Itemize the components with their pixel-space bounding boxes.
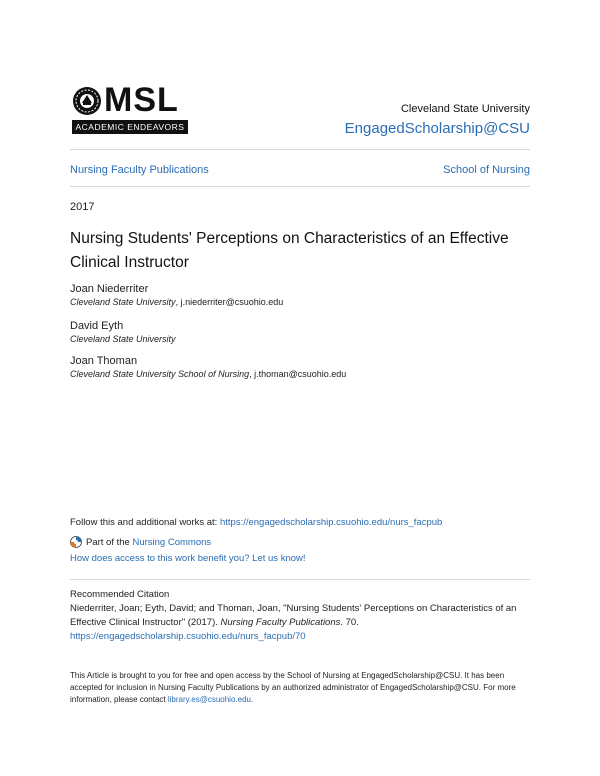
- part-of-line: Part of the Nursing Commons: [70, 536, 211, 548]
- author-affiliation: Cleveland State University: [70, 334, 176, 344]
- publication-year: 2017: [70, 201, 95, 213]
- logo-subtitle: ACADEMIC ENDEAVORS: [72, 120, 188, 134]
- follow-line: Follow this and additional works at: https://engagedscholarship.csuohio.edu/nurs_facpub: [70, 517, 443, 528]
- author-name: Joan Thoman: [70, 355, 138, 367]
- nursing-commons-link[interactable]: Nursing Commons: [132, 536, 212, 548]
- divider: [70, 579, 530, 580]
- divider: [70, 149, 530, 150]
- contact-email-link[interactable]: library.es@csuohio.edu: [167, 695, 251, 704]
- article-title: Nursing Students' Perceptions on Characteristics of an Effective Clinical Instructor: [70, 230, 509, 271]
- commons-icon: [70, 536, 82, 548]
- msl-logo: [72, 81, 190, 136]
- university-name: Cleveland State University: [400, 103, 530, 115]
- seal-icon: [72, 86, 102, 116]
- department-link[interactable]: School of Nursing: [443, 164, 530, 176]
- logo-text: MSL: [104, 81, 179, 119]
- citation-label: Recommended Citation: [70, 589, 170, 600]
- author-name: David Eyth: [70, 320, 124, 332]
- author-affiliation: Cleveland State University, j.niederriter@csuohio.edu: [70, 297, 284, 307]
- footer-notice: This Article is brought to you for free and open access by the School of Nursing at EngagedScholarship@CSU. It has been accepted for inclusion in Nursing Faculty Publications by an authorized administrator of EngagedScholarship@CSU. For more information, please contact library.es@csuohio.edu.: [70, 671, 516, 704]
- citation-text: Niederriter, Joan; Eyth, David; and Thoman, Joan, "Nursing Students' Perceptions on Characteristics of an Effective Clinical Instructor" (2017). Nursing Faculty Publications. 70. https://engagedscholarship.csuohio.edu/nurs_facpub/70: [70, 603, 517, 642]
- divider: [70, 186, 530, 187]
- author-affiliation: Cleveland State University School of Nursing, j.thoman@csuohio.edu: [70, 369, 347, 379]
- follow-url-link[interactable]: https://engagedscholarship.csuohio.edu/nurs_facpub: [219, 517, 443, 528]
- feedback-link[interactable]: How does access to this work benefit you? Let us know!: [70, 553, 306, 564]
- citation-url-link[interactable]: https://engagedscholarship.csuohio.edu/nurs_facpub/70: [70, 631, 306, 642]
- site-link[interactable]: EngagedScholarship@CSU: [344, 120, 530, 137]
- author-name: Joan Niederriter: [70, 283, 149, 295]
- collection-link[interactable]: Nursing Faculty Publications: [70, 164, 209, 176]
